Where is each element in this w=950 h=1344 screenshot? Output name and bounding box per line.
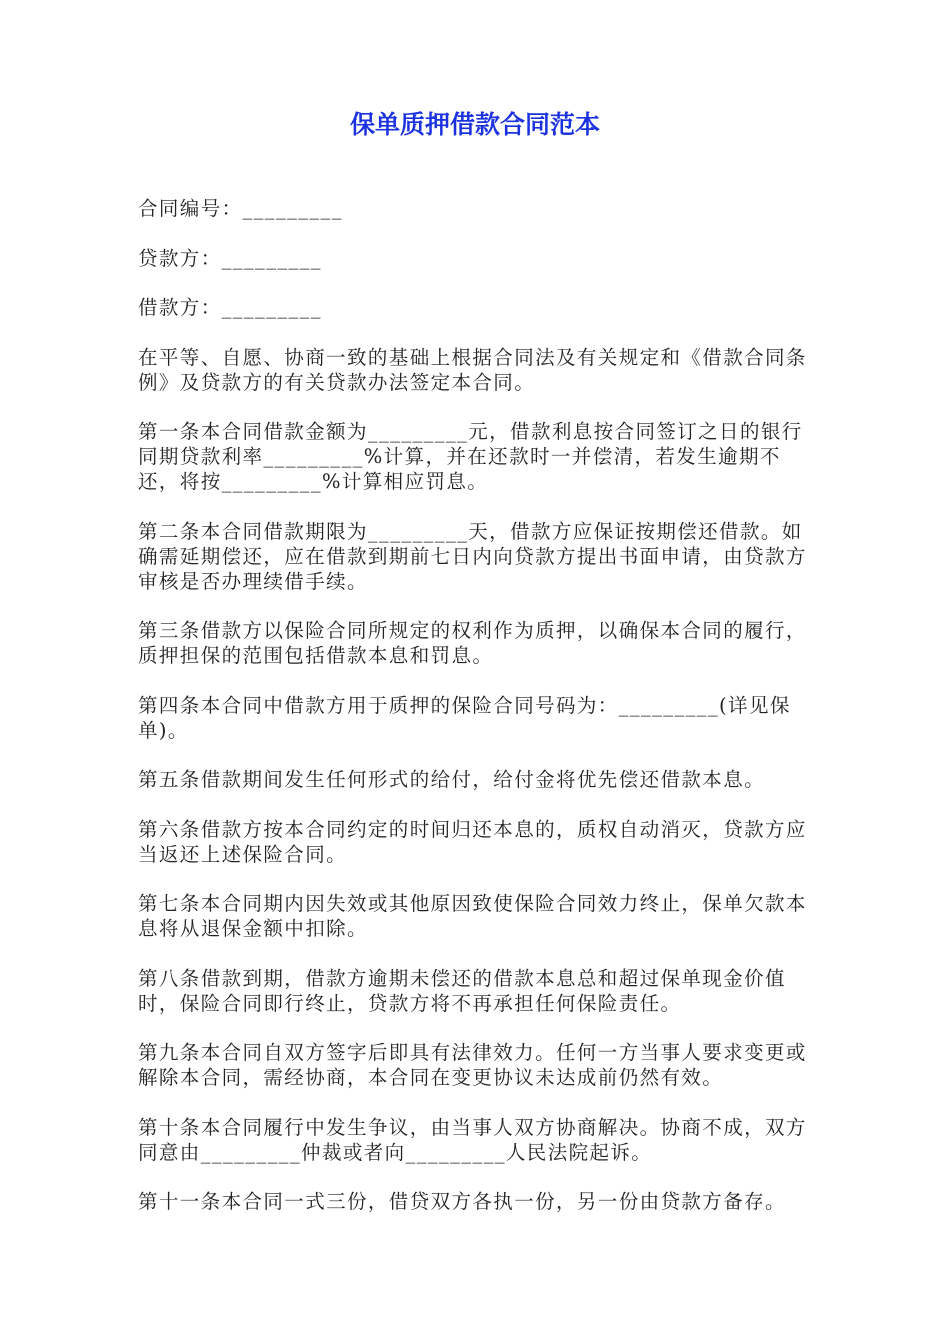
article-7: 第七条本合同期内因失效或其他原因致使保险合同效力终止，保单欠款本息将从退保金额中扣除。 <box>138 892 807 940</box>
preamble-paragraph: 在平等、自愿、协商一致的基础上根据合同法及有关规定和《借款合同条例》及贷款方的有关贷款办法签定本合同。 <box>138 345 807 394</box>
article-2: 第二条本合同借款期限为_________天，借款方应保证按期偿还借款。如确需延期偿还，应在借款到期前七日内向贷款方提出书面申请，由贷款方审核是否办理续借手续。 <box>138 519 807 593</box>
document-body <box>138 196 818 1239</box>
article-5: 第五条借款期间发生任何形式的给付，给付金将优先偿还借款本息。 <box>138 768 766 791</box>
article-9: 第九条本合同自双方签字后即具有法律效力。任何一方当事人要求变更或解除本合同，需经协商，本合同在变更协议未达成前仍然有效。 <box>138 1041 807 1089</box>
article-3: 第三条借款方以保险合同所规定的权利作为质押，以确保本合同的履行，质押担保的范围包括借款本息和罚息。 <box>138 619 807 667</box>
contract-number-line: 合同编号：_________ <box>138 197 343 220</box>
borrower-line: 借款方：_________ <box>138 296 322 319</box>
article-4: 第四条本合同中借款方用于质押的保险合同号码为：_________(详见保单)。 <box>138 693 791 742</box>
article-11: 第十一条本合同一式三份，借贷双方各执一份，另一份由贷款方备存。 <box>138 1190 786 1213</box>
article-6: 第六条借款方按本合同约定的时间归还本息的，质权自动消灭，贷款方应当返还上述保险合同。 <box>138 817 807 866</box>
document-title: 保单质押借款合同范本 <box>349 110 600 139</box>
article-10: 第十条本合同履行中发生争议，由当事人双方协商解决。协商不成，双方同意由_________仲裁或者向_________人民法院起诉。 <box>138 1115 807 1164</box>
lender-line: 贷款方：_________ <box>138 246 322 270</box>
article-1: 第一条本合同借款金额为_________元，借款利息按合同签订之日的银行同期贷款利率_________%计算，并在还款时一并偿清，若发生逾期不还，将按_________%计算相应罚息。 <box>138 420 803 493</box>
article-8: 第八条借款到期，借款方逾期未偿还的借款本息总和超过保单现金价值时，保险合同即行终止，贷款方将不再承担任何保险责任。 <box>138 966 786 1015</box>
